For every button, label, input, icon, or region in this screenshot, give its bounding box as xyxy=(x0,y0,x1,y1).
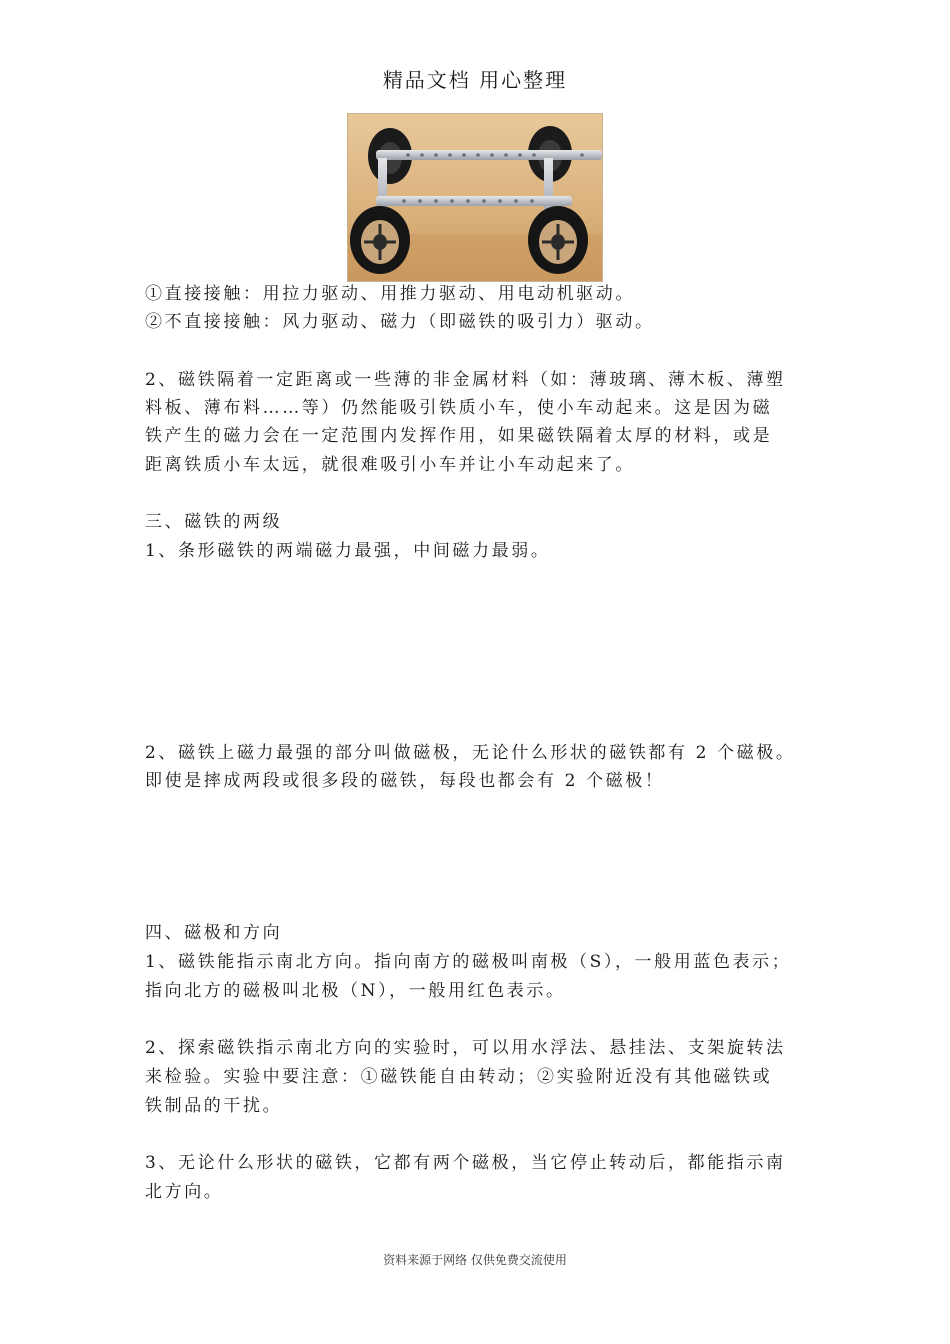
text-line: 2、磁铁上磁力最强的部分叫做磁极，无论什么形状的磁铁都有 2 个磁极。 xyxy=(145,743,796,763)
text-line: 1、条形磁铁的两端磁力最强，中间磁力最弱。 xyxy=(145,541,551,561)
toy-car-illustration xyxy=(348,114,603,282)
text-line: 2、探索磁铁指示南北方向的实验时，可以用水浮法、悬挂法、支架旋转法 xyxy=(145,1038,786,1058)
toy-car-chassis-photo xyxy=(347,113,603,282)
text-line: ①直接接触：用拉力驱动、用推力驱动、用电动机驱动。 xyxy=(145,284,635,304)
text-line: 1、磁铁能指示南北方向。指向南方的磁极叫南极（S），一般用蓝色表示； xyxy=(145,952,792,972)
text-line: 距离铁质小车太远，就很难吸引小车并让小车动起来了。 xyxy=(145,455,635,475)
text-line: 铁产生的磁力会在一定范围内发挥作用，如果磁铁隔着太厚的材料，或是 xyxy=(145,426,773,446)
text-line: 3、无论什么形状的磁铁，它都有两个磁极，当它停止转动后，都能指示南 xyxy=(145,1153,786,1173)
page-header-title: 精品文档 用心整理 xyxy=(382,68,568,92)
text-line: 即使是摔成两段或很多段的磁铁，每段也都会有 2 个磁极！ xyxy=(145,771,665,791)
section-heading: 四、磁极和方向 xyxy=(145,923,283,943)
section-heading: 三、磁铁的两级 xyxy=(145,512,283,532)
text-line: 2、磁铁隔着一定距离或一些薄的非金属材料（如：薄玻璃、薄木板、薄塑 xyxy=(145,370,786,390)
text-line: 铁制品的干扰。 xyxy=(145,1096,283,1116)
text-line: 指向北方的磁极叫北极（N），一般用红色表示。 xyxy=(145,981,566,1001)
text-line: 北方向。 xyxy=(145,1182,224,1202)
text-line: 来检验。实验中要注意：①磁铁能自由转动；②实验附近没有其他磁铁或 xyxy=(145,1067,773,1087)
page-footer: 资料来源于网络 仅供免费交流使用 xyxy=(383,1253,567,1267)
text-line: ②不直接接触：风力驱动、磁力（即磁铁的吸引力）驱动。 xyxy=(145,312,655,332)
text-line: 料板、薄布料……等）仍然能吸引铁质小车，使小车动起来。这是因为磁 xyxy=(145,398,773,418)
